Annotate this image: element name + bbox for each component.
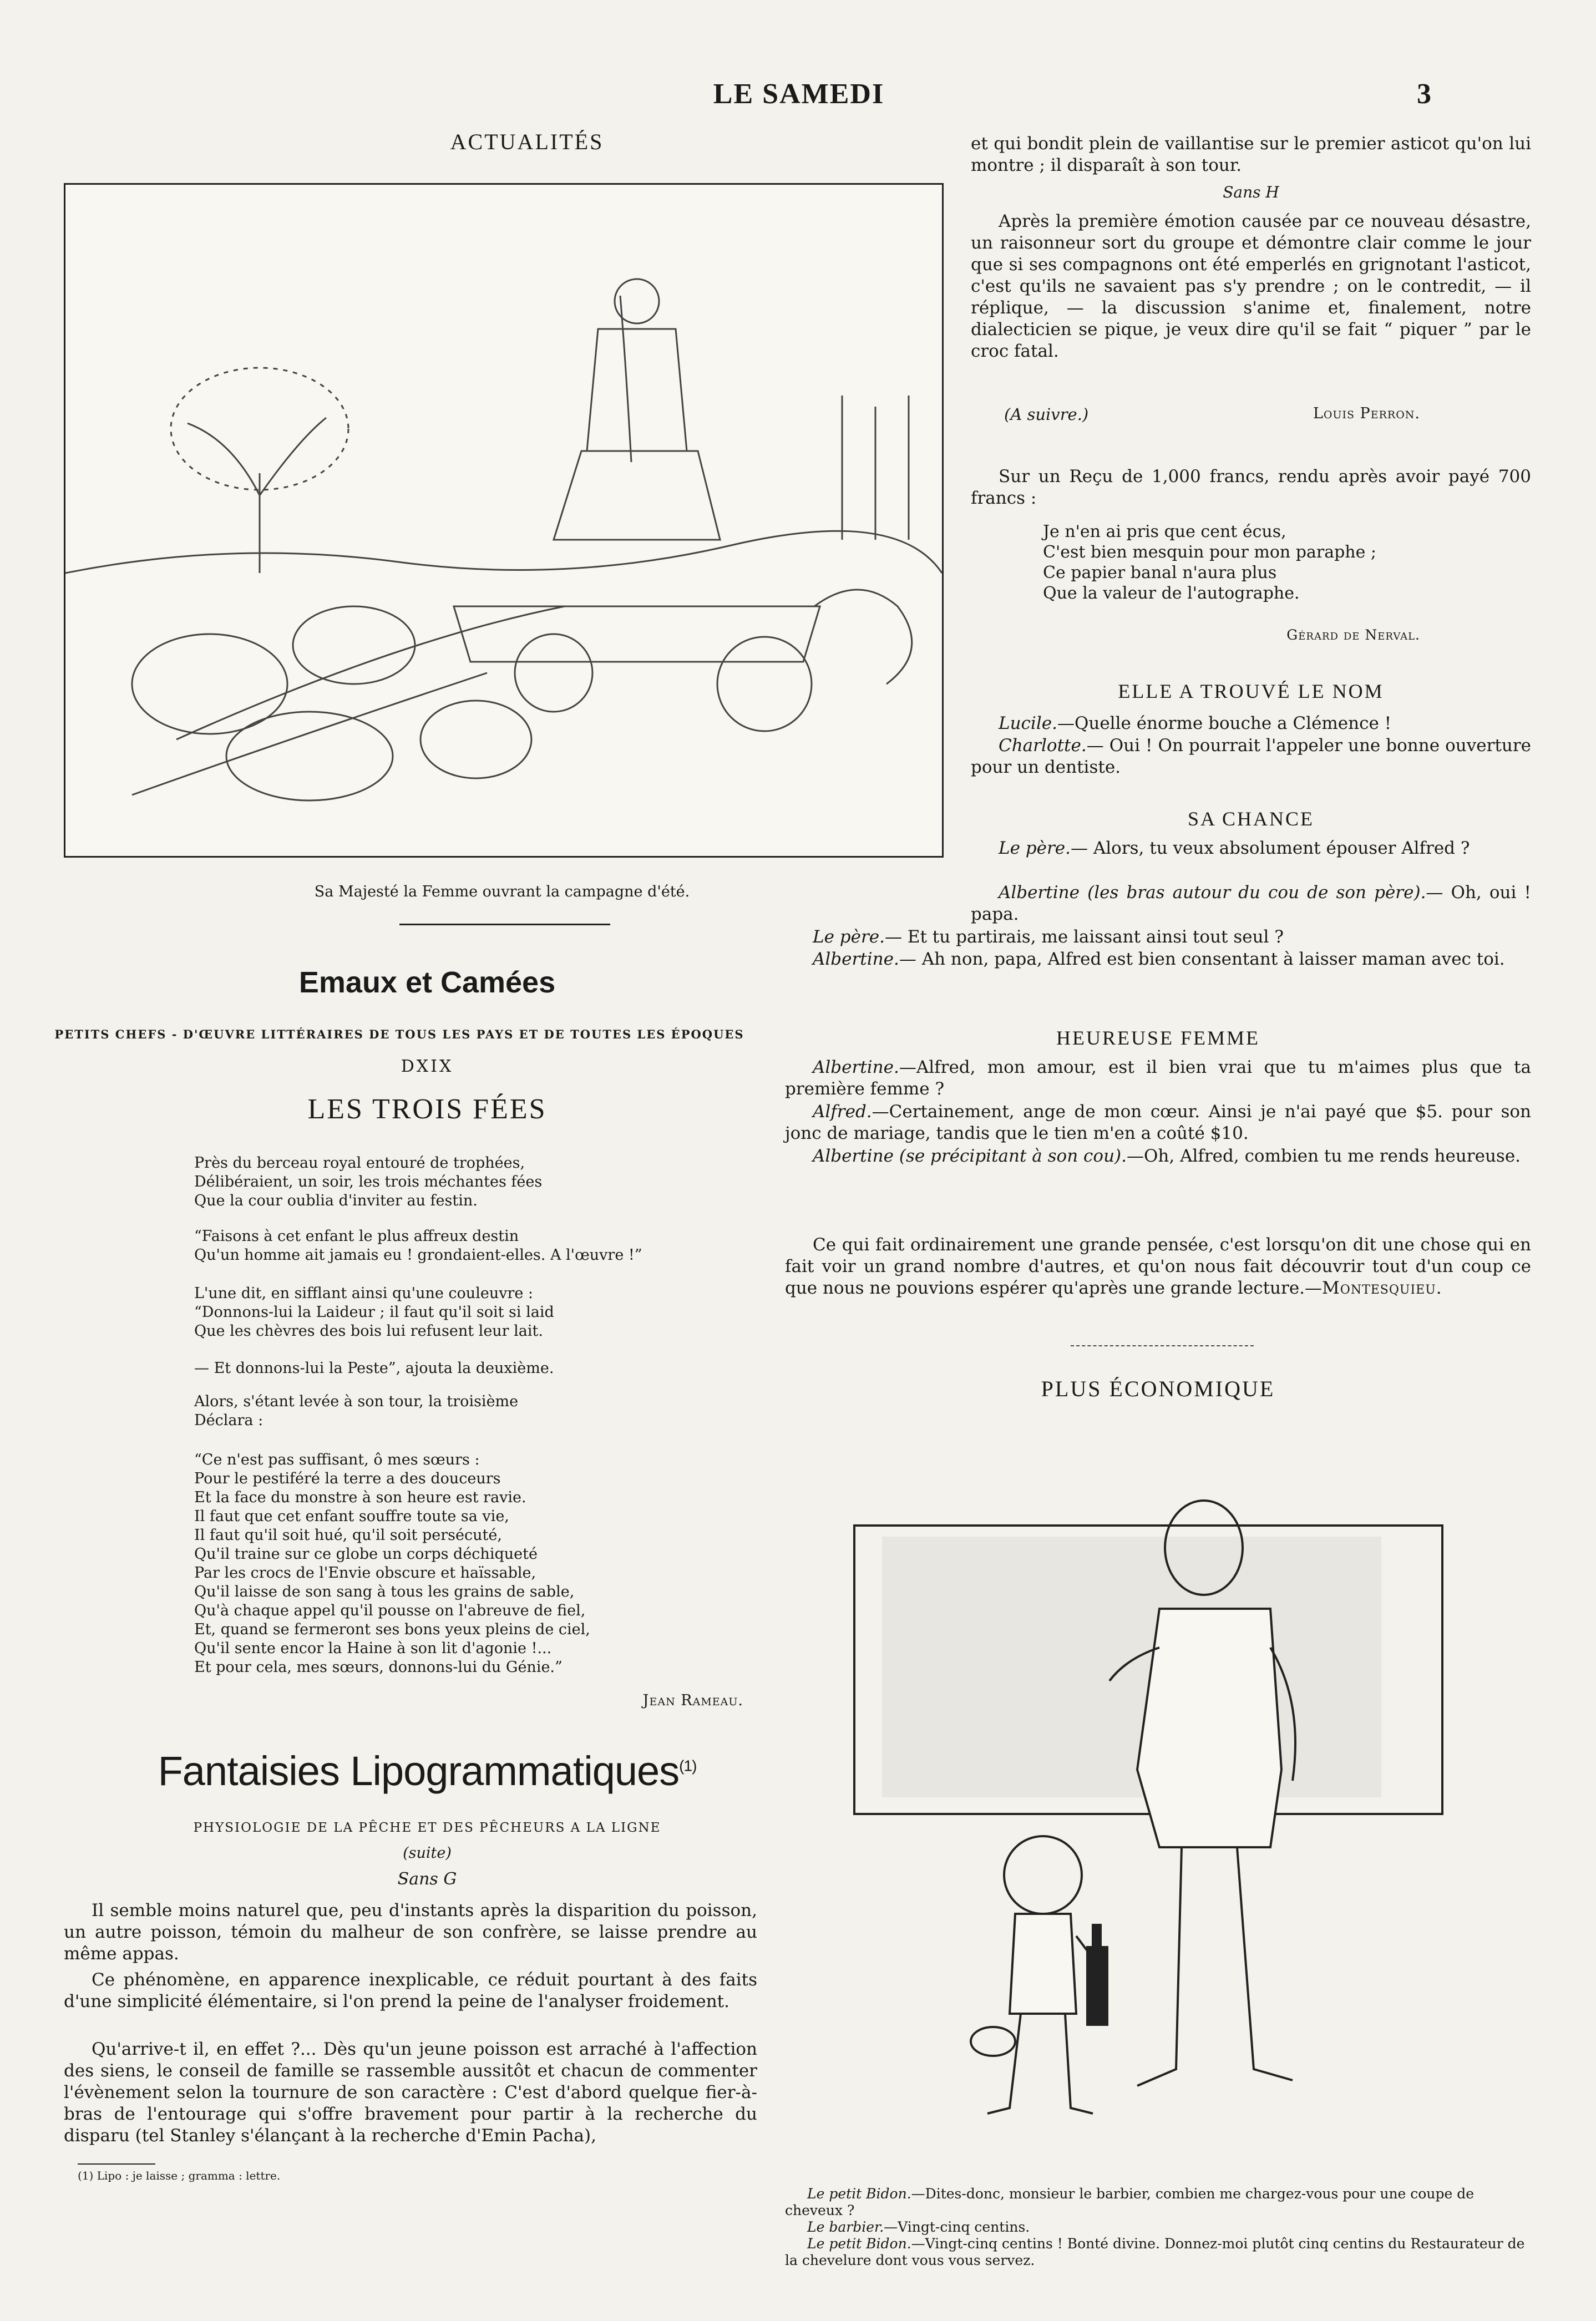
sans-h: Sans H xyxy=(1223,183,1279,201)
emaux-subtitle: PETITS CHEFS - D'ŒUVRE LITTÉRAIRES DE TOUS LES PAYS ET DE TOUTES LES ÉPOQUES xyxy=(54,1027,744,1041)
chance-line-4: Albertine.— Ah non, papa, Alfred est bien consentant à laisser maman avec toi. xyxy=(813,949,1505,969)
montesquieu-quote: Ce qui fait ordinairement une grande pensée, c'est lorsqu'on dit une chose qui en fait voir un grand nombre d'autres, et qu'on nous fait découvrir tout d'un coup ce que nous ne pouvions espérer qu'après une grande lecture.—Montesquieu. xyxy=(785,1235,1531,1298)
cartoon-caption-2: Le barbier.—Vingt-cinq centins. xyxy=(807,2219,1030,2235)
perron-author: Louis Perron. xyxy=(1313,405,1420,422)
emaux-title: Emaux et Camées xyxy=(298,966,556,999)
heureuse-heading: HEUREUSE FEMME xyxy=(1056,1027,1260,1049)
perron-paragraph: Après la première émotion causée par ce nouveau désastre, un raisonneur sort du groupe et démontre clair comme le jour que si ses compagnons ont été emperlés en grignotant l'asticot, c'est qu'ils ne savaient pas s'y prendre ; on le contredit, — il réplique, — la discussion s'anime et, finalement, notre dialecticien se pique, je veux dire qu'il se fait “ piquer ” par le croc fatal. xyxy=(971,211,1531,361)
poem-title: LES TROIS FÉES xyxy=(307,1093,547,1125)
plus-economique-heading: PLUS ÉCONOMIQUE xyxy=(1041,1376,1275,1401)
recu-poem: Je n'en ai pris que cent écus, C'est bien mesquin pour mon paraphe ; Ce papier banal n'aura plus Que la valeur de l'autographe. xyxy=(1043,522,1376,603)
fantaisies-title: Fantaisies Lipogrammatiques$^{(1)}$ xyxy=(158,1748,697,1794)
emaux-number: DXIX xyxy=(401,1057,454,1076)
footnote-rule xyxy=(78,2163,155,2165)
fantaisies-suite: (suite) xyxy=(403,1844,452,1862)
cartoon-caption-1: Le petit Bidon.—Dites-donc, monsieur le barbier, combien me chargez-vous pour une coupe de cheveux ? xyxy=(785,2186,1474,2218)
actualites-caption: Sa Majesté la Femme ouvrant la campagne d'été. xyxy=(314,883,690,900)
a-suivre: (A suivre.) xyxy=(1004,405,1089,424)
fantaisies-paragraph-3: Qu'arrive-t il, en effet ?... Dès qu'un jeune poisson est arraché à l'affection des siens, le conseil de famille se rassemble aussitôt et chacun de commenter l'évènement selon la tournure de son caractère : C'est d'abord quelque fier-à-bras de l'entourage qui s'offre bravement pour partir à la recherche du disparu (tel Stanley s'élançant à la recherche d'Emin Pacha), xyxy=(64,2039,757,2146)
poem-author: Jean Rameau. xyxy=(642,1692,743,1709)
recu-intro: Sur un Reçu de 1,000 francs, rendu après avoir payé 700 francs : xyxy=(971,467,1531,508)
poem-stanza-2: “Faisons à cet enfant le plus affreux destin Qu'un homme ait jamais eu ! grondaient-elles. A l'œuvre !” xyxy=(194,1228,642,1264)
page-number: 3 xyxy=(1417,78,1431,110)
poem-stanza-3: L'une dit, en sifflant ainsi qu'une couleuvre : “Donnons-lui la Laideur ; il faut qu'il soit si laid Que les chèvres des bois lui refusent leur lait. xyxy=(194,1285,554,1340)
fantaisies-sans-g: Sans G xyxy=(397,1869,457,1889)
actualites-illustration xyxy=(64,183,944,858)
actualites-heading: ACTUALITÉS xyxy=(450,129,604,154)
fantaisies-paragraph-1: Il semble moins naturel que, peu d'instants après la disparition du poisson, un autre poisson, témoin du malheur de son confrère, se laisse prendre au même appas. xyxy=(64,1901,757,1964)
heureuse-line-3: Albertine (se précipitant à son cou).—Oh, Alfred, combien tu me rends heureuse. xyxy=(813,1146,1521,1166)
chance-line-3: Le père.— Et tu partirais, me laissant ainsi tout seul ? xyxy=(813,927,1284,947)
nom-heading: ELLE A TROUVÉ LE NOM xyxy=(1118,680,1384,702)
newspaper-title: LE SAMEDI xyxy=(713,78,885,110)
cartoon-caption-3: Le petit Bidon.—Vingt-cinq centins ! Bonté divine. Donnez-moi plutôt cinq centins du Restaurateur de la chevelure dont vous vous servez. xyxy=(785,2236,1525,2268)
chance-line-2: Albertine (les bras autour du cou de son père).— Oh, oui ! papa. xyxy=(971,883,1532,924)
perron-continuation: et qui bondit plein de vaillantise sur le premier asticot qu'on lui montre ; il disparaît à son tour. xyxy=(971,134,1531,175)
nom-line-1: Lucile.—Quelle énorme bouche a Clémence ! xyxy=(999,713,1392,733)
poem-stanza-1: Près du berceau royal entouré de trophées, Délibéraient, un soir, les trois méchantes fées Que la cour oublia d'inviter au festin. xyxy=(194,1154,543,1209)
chance-heading: SA CHANCE xyxy=(1187,808,1315,830)
poem-stanza-5: Alors, s'étant levée à son tour, la troisième Déclara : xyxy=(194,1393,519,1429)
barber-cartoon xyxy=(849,1426,1503,2158)
poem-stanza-4: — Et donnons-lui la Peste”, ajouta la deuxième. xyxy=(194,1360,554,1377)
divider xyxy=(1071,1345,1254,1346)
chance-line-1: Le père.— Alors, tu veux absolument épouser Alfred ? xyxy=(999,838,1470,858)
nom-line-2: Charlotte.— Oui ! On pourrait l'appeler une bonne ouverture pour un dentiste. xyxy=(971,736,1531,777)
fantaisies-paragraph-2: Ce phénomène, en apparence inexplicable, ce réduit pourtant à des faits d'une simplicité élémentaire, si l'on prend la peine de l'analyser froidement. xyxy=(64,1970,757,2011)
heureuse-line-2: Alfred.—Certainement, ange de mon cœur. Ainsi je n'ai payé que $5. pour son jonc de mariage, tandis que le tien m'en a coûté $10. xyxy=(785,1102,1531,1143)
heureuse-line-1: Albertine.—Alfred, mon amour, est il bien vrai que tu m'aimes plus que ta première femme ? xyxy=(785,1057,1531,1099)
fantaisies-subtitle: PHYSIOLOGIE DE LA PÊCHE ET DES PÊCHEURS A LA LIGNE xyxy=(193,1821,661,1835)
poem-stanza-6: “Ce n'est pas suffisant, ô mes sœurs : Pour le pestiféré la terre a des douceurs Et la face du monstre à son heure est ravie. Il faut que cet enfant souffre toute sa vie, Il faut qu'il soit hué, qu'il soit persécuté, Qu'il traine sur ce globe un corps déchiqueté Par les crocs de l'Envie obscure et haïssable, Qu'il laisse de son sang à tous les grains de sable, Qu'à chaque appel qu'il pousse on l'abreuve de fiel, Et, quand se fermeront ses bons yeux pleins de ciel, Qu'il sente encor la Haine à son lit d'agonie !... Et pour cela, mes sœurs, donnons-lui du Génie.” xyxy=(194,1451,590,1676)
divider xyxy=(399,924,610,925)
nerval-author: Gérard de Nerval. xyxy=(1286,627,1420,643)
barber-and-boy-illustration xyxy=(849,1426,1503,2158)
footnote: (1) Lipo : je laisse ; gramma : lettre. xyxy=(78,2169,281,2182)
queen-carriage-illustration xyxy=(65,185,942,856)
